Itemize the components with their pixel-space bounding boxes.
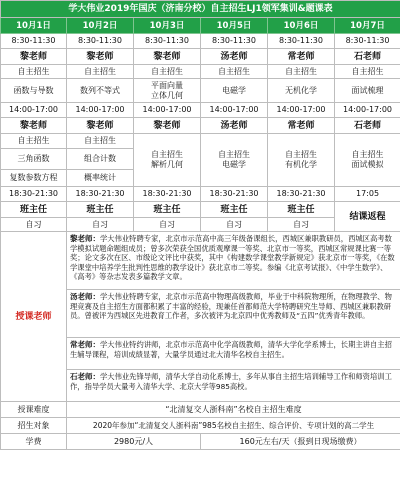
- topic-cell: 自主招生: [67, 65, 134, 79]
- day-header: 10月7日: [335, 18, 400, 34]
- teacher-cell: 石老师: [335, 49, 400, 65]
- self-study-cell: 自习: [201, 218, 268, 232]
- fee-label: 学费: [1, 434, 67, 450]
- topic-cell: 复数参数方程: [1, 170, 67, 187]
- self-study-cell: 自习: [1, 218, 67, 232]
- teacher-bio: [67, 370, 400, 402]
- time-cell: 8:30-11:30: [67, 34, 134, 49]
- teacher-bio-name: 石老师：: [70, 372, 100, 381]
- evening-time-row: [1, 187, 400, 202]
- teachers-label: 授课老师: [1, 232, 67, 402]
- topic-cell: 自主招生: [335, 65, 400, 79]
- teacher-cell: 黎老师: [67, 118, 134, 134]
- teacher-bio-name: 黎老师：: [70, 234, 100, 243]
- teacher-cell: 黎老师: [134, 118, 201, 134]
- time-cell: 14:00-17:00: [67, 103, 134, 118]
- duty-cell: 班主任: [134, 202, 201, 218]
- topic-cell: 自主招生: [67, 134, 134, 149]
- topic-cell: 组合计数: [67, 149, 134, 170]
- topic-cell: 平面向量 立体几何: [134, 79, 201, 103]
- time-cell: 8:30-11:30: [335, 34, 400, 49]
- time-cell: 14:00-17:00: [1, 103, 67, 118]
- teacher-bio-text: 学大伟业先锋导师，清华大学自动化系博士，多年从事自主招生培训辅导工作和师资培训工作，指导学员大量考入清华大学、北京大学等985高校。: [70, 372, 392, 391]
- topic-cell: 无机化学: [268, 79, 335, 103]
- topic-cell: 自主招生: [201, 65, 268, 79]
- time-cell: 18:30-21:30: [268, 187, 335, 202]
- topic-cell: 自主招生: [1, 65, 67, 79]
- end-label: 结课返程: [335, 202, 400, 232]
- morning-time-row: [1, 34, 400, 49]
- topic-cell: 面试梳理: [335, 79, 400, 103]
- difficulty-value: “北清复交人浙科南”名校自主招生难度: [67, 402, 400, 418]
- afternoon-teacher-row: [1, 118, 400, 134]
- day-header: 10月5日: [201, 18, 268, 34]
- time-cell: 8:30-11:30: [268, 34, 335, 49]
- teacher-cell: 常老师: [268, 118, 335, 134]
- topic-cell: 自主招生: [268, 65, 335, 79]
- time-cell: 8:30-11:30: [134, 34, 201, 49]
- difficulty-row: [1, 402, 400, 418]
- time-cell: 18:30-21:30: [1, 187, 67, 202]
- teacher-cell: 黎老师: [67, 49, 134, 65]
- schedule-title: 学大伟业2019年国庆（济南分校）自主招生LJ1领军集训&题课表: [1, 1, 400, 18]
- teacher-cell: 汤老师: [201, 118, 268, 134]
- topic-cell: 电磁学: [201, 79, 268, 103]
- topic-cell: 自主招生 有机化学: [268, 134, 335, 187]
- teacher-cell: 汤老师: [201, 49, 268, 65]
- fee-row: [1, 434, 400, 450]
- topic-cell: 函数与导数: [1, 79, 67, 103]
- stay-fee-value: 160元左右/天（报到日现场缴费）: [201, 434, 400, 450]
- morning-topic-row: [1, 65, 400, 79]
- teacher-cell: 黎老师: [134, 49, 201, 65]
- day-header: 10月6日: [268, 18, 335, 34]
- time-cell: 18:30-21:30: [201, 187, 268, 202]
- teacher-bio-text: 学大伟业特聘专家，北京市示范高中物理高级教师，毕业于中科院物理所，在物理教学、物理竞赛及自主招生方面都积累了丰富的经验，现兼任首都师范大学特聘研究生导师、西城区兼职教研员。曾被评为西城区先进教育工作者，多次被评为北京四中优秀教师及“五四”优秀青年教师。: [70, 292, 392, 321]
- fee-value: 2980元/人: [67, 434, 201, 450]
- teacher-bio: [67, 338, 400, 370]
- topic-cell: 三角函数: [1, 149, 67, 170]
- morning-teacher-row: [1, 49, 400, 65]
- time-cell: 18:30-21:30: [134, 187, 201, 202]
- duty-cell: 班主任: [1, 202, 67, 218]
- topic-cell: 自主招生: [134, 65, 201, 79]
- teacher-bio: [67, 232, 400, 290]
- target-label: 招生对象: [1, 418, 67, 434]
- time-cell: 14:00-17:00: [268, 103, 335, 118]
- topic-cell: 自主招生: [1, 134, 67, 149]
- topic-cell: 数列不等式: [67, 79, 134, 103]
- target-value: 2020年参加“北清复交人浙科南”985名校自主招生、综合评价、专项计划的高二学生: [67, 418, 400, 434]
- afternoon-time-row: [1, 103, 400, 118]
- afternoon-topic-row: [1, 134, 400, 149]
- topic-cell: 自主招生 电磁学: [201, 134, 268, 187]
- bio-row: [1, 232, 400, 290]
- time-cell: 8:30-11:30: [1, 34, 67, 49]
- self-study-cell: 自习: [67, 218, 134, 232]
- day-header: 10月2日: [67, 18, 134, 34]
- day-header-row: [1, 18, 400, 34]
- time-cell: 18:30-21:30: [67, 187, 134, 202]
- teacher-bio: [67, 290, 400, 338]
- teacher-cell: 常老师: [268, 49, 335, 65]
- topic-cell: 自主招生 解析几何: [134, 134, 201, 187]
- morning-subtopic-row: [1, 79, 400, 103]
- time-cell: 14:00-17:00: [134, 103, 201, 118]
- self-study-cell: 自习: [268, 218, 335, 232]
- time-cell: 14:00-17:00: [201, 103, 268, 118]
- teacher-bio-text: 学大伟业特聘专家，北京市示范高中高三年级备课组长，西城区兼职教研员，西城区高考数学模拟试题命题组成员；曾多次荣获全国优质观摩课一等奖、北京市一等奖，西城区常规课比赛一等奖；论文多次在区、市级论文评比中获奖，其中《构建数学课堂教学新规定》获北京市一等奖，《在数学课堂中培养学生批判性思维的教学设计》获北京市二等奖。参编《北京考试报》、《中学生数学》、《高考》等杂志发表多篇教学文章。: [70, 234, 395, 282]
- target-row: [1, 418, 400, 434]
- teacher-bio-name: 常老师：: [70, 340, 100, 349]
- self-study-cell: 自习: [134, 218, 201, 232]
- teacher-bio-text: 学大伟业特约讲师，北京市示范高中化学高级教师，清华大学化学系博士，长期主讲自主招生辅导课程，培训成绩显著，大量学员通过北大清华名校自主招生。: [70, 340, 392, 359]
- teacher-cell: 黎老师: [1, 118, 67, 134]
- day-header: 10月1日: [1, 18, 67, 34]
- teacher-bio-name: 汤老师：: [70, 292, 100, 301]
- teacher-cell: 黎老师: [1, 49, 67, 65]
- day-header: 10月3日: [134, 18, 201, 34]
- time-cell: 17:05: [335, 187, 400, 202]
- duty-row: [1, 202, 400, 218]
- duty-cell: 班主任: [67, 202, 134, 218]
- duty-cell: 班主任: [201, 202, 268, 218]
- teacher-cell: 石老师: [335, 118, 400, 134]
- topic-cell: 概率统计: [67, 170, 134, 187]
- duty-cell: 班主任: [268, 202, 335, 218]
- topic-cell: 自主招生 面试模拟: [335, 134, 400, 187]
- time-cell: 8:30-11:30: [201, 34, 268, 49]
- time-cell: 14:00-17:00: [335, 103, 400, 118]
- difficulty-label: 授课难度: [1, 402, 67, 418]
